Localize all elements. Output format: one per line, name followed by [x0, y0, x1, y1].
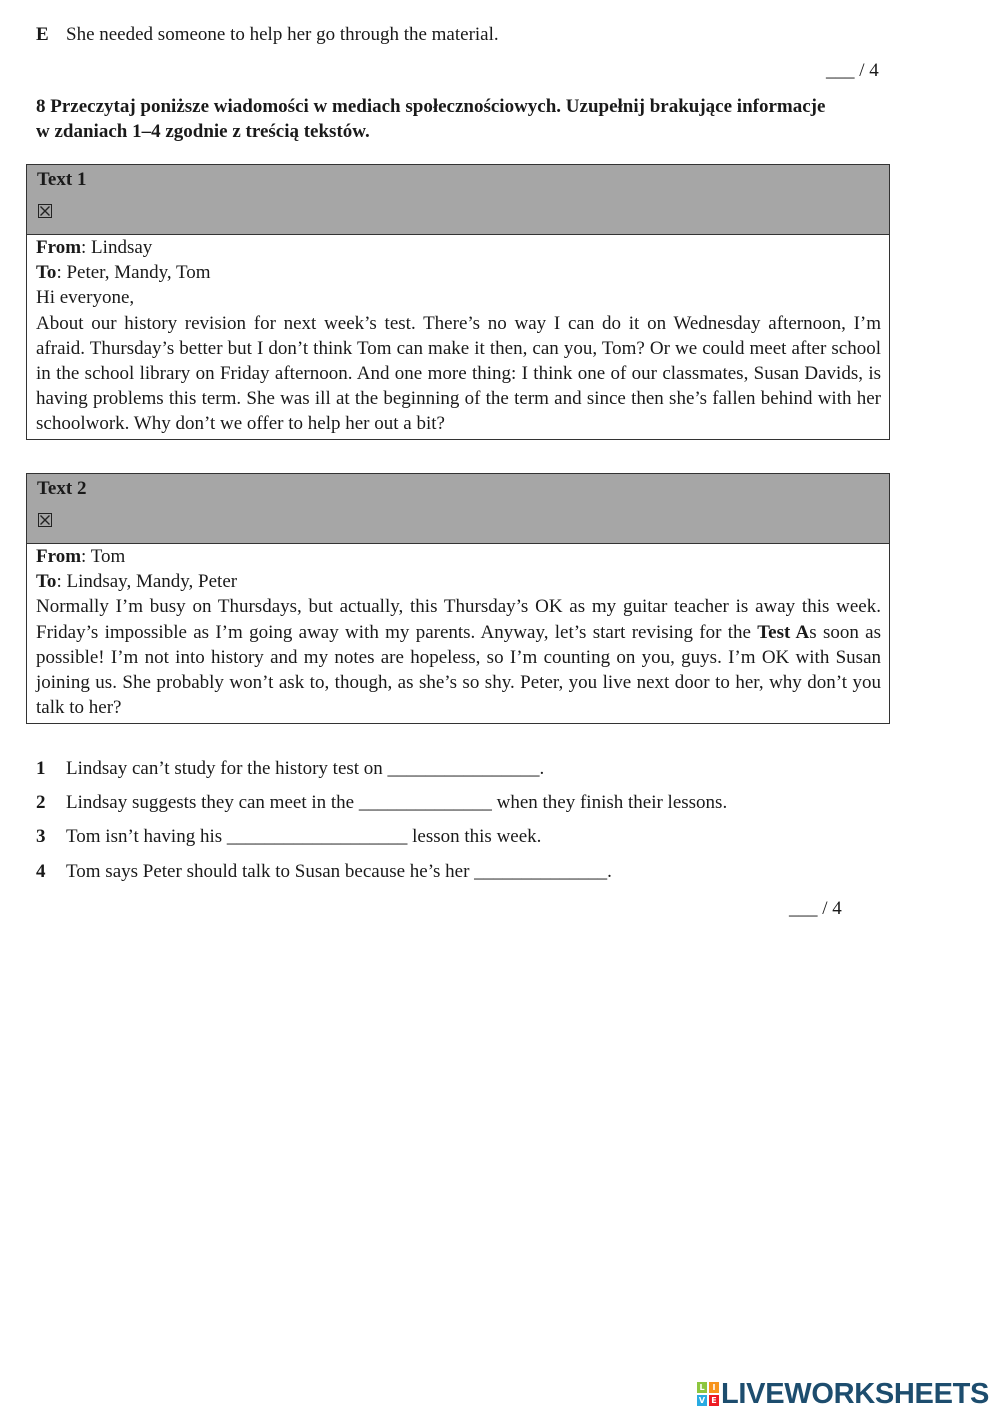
logo-letter-i: I	[709, 1382, 719, 1393]
message-part-1: Normally I’m busy on Thursdays, but actually, this Thursday’s OK as my guitar teacher is away this week. Friday’s impossible as I’m going away with my parents. Anyway, let’s start revising for the	[36, 596, 881, 643]
text-2-header	[27, 474, 889, 544]
message-part-2: s soon as possible! I’m not into history and my notes are hopeless, so I’m counting on you, guys. I’m OK with Susan joining us. She probably won’t ask to, though, as she’s so shy. Peter, you live next door to her, why don’t you talk to her?	[36, 621, 881, 719]
logo-letter-l: L	[697, 1382, 707, 1393]
question-number: 4	[36, 861, 46, 882]
logo-wordmark: LIVEWORKSHEETS	[721, 1377, 990, 1410]
text-1-greeting: Hi everyone,	[36, 287, 135, 309]
close-box-icon	[38, 204, 52, 218]
to-value: : Peter, Mandy, Tom	[56, 262, 211, 284]
close-box-icon	[38, 513, 52, 527]
logo-letter-v: V	[698, 1396, 706, 1405]
text-2-body	[27, 544, 889, 720]
text-2-message	[36, 594, 881, 720]
question-4	[36, 861, 612, 883]
instructions-line-2: w zdaniach 1–4 zgodnie z treścią tekstów.	[36, 121, 370, 142]
question-text[interactable]: Tom isn’t having his ___________________ lesson this week.	[66, 826, 542, 847]
to-label: To	[36, 571, 57, 593]
exercise-instructions	[36, 94, 886, 144]
from-value: : Tom	[81, 546, 126, 567]
text-1-title: Text 1	[37, 169, 87, 190]
question-text[interactable]: Lindsay can’t study for the history test on ________________.	[66, 758, 545, 779]
question-2	[36, 792, 727, 814]
from-value: : Lindsay	[81, 237, 153, 258]
text-1-header	[27, 165, 889, 235]
text-1-box	[26, 164, 890, 440]
text-2-from	[36, 544, 881, 569]
question-number: 3	[36, 826, 46, 847]
logo-letter-e: E	[709, 1395, 719, 1406]
option-text: She needed someone to help her go through the material.	[66, 24, 499, 45]
text-1-to	[36, 260, 881, 285]
text-2-title: Text 2	[37, 478, 87, 499]
to-label: To	[36, 262, 57, 284]
text-1-message: About our history revision for next week’s test. There’s no way I can do it on Wednesday afternoon, I’m afraid. Thursday’s better but I don’t think Tom can make it then, can you, Tom? Or we could meet after school in the school library on Friday afternoon. And one more thing: I think one of our classmates, Susan Davids, is having problems this term. She was ill at the beginning of the term and since then she’s fallen behind with her schoolwork. Why don’t we offer to help her out a bit?	[36, 312, 881, 435]
text-1-from	[36, 235, 881, 260]
liveworksheets-logo[interactable]	[697, 1377, 989, 1411]
question-3	[36, 826, 541, 848]
option-e	[36, 24, 499, 46]
score-top: ___ / 4	[826, 60, 879, 81]
question-number: 2	[36, 792, 46, 813]
from-label: From	[36, 546, 82, 567]
text-2-to	[36, 569, 881, 594]
question-text[interactable]: Lindsay suggests they can meet in the ______________ when they finish their lessons.	[66, 792, 728, 813]
logo-icon	[697, 1382, 719, 1406]
score-bottom: ___ / 4	[789, 898, 842, 919]
text-1-body	[27, 235, 889, 437]
from-label: From	[36, 237, 82, 258]
message-bold: Test A	[757, 621, 810, 643]
option-letter: E	[36, 24, 49, 45]
to-value: : Lindsay, Mandy, Peter	[56, 571, 238, 593]
question-1	[36, 758, 544, 780]
text-2-box	[26, 473, 890, 724]
instructions-line-1: 8 Przeczytaj poniższe wiadomości w mediach społecznościowych. Uzupełnij brakujące informacje	[36, 96, 826, 117]
question-number: 1	[36, 758, 46, 779]
question-text[interactable]: Tom says Peter should talk to Susan because he’s her ______________.	[66, 861, 612, 882]
